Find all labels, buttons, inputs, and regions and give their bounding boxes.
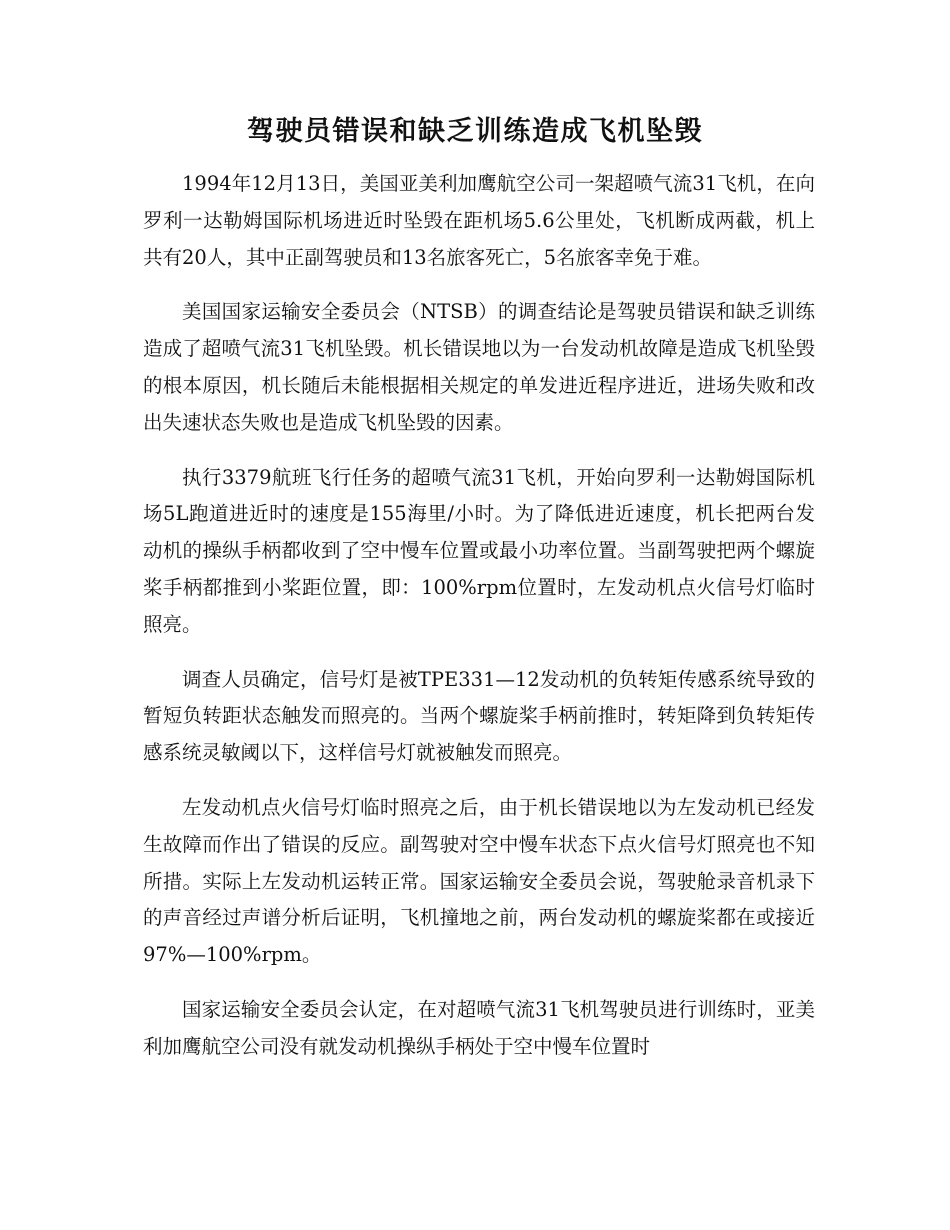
paragraph-1: 1994年12月13日，美国亚美利加鹰航空公司一架超喷气流31飞机，在向罗利一达勒姆国际机场进近时坠毁在距机场5.6公里处，飞机断成两截，机上共有20人，其中正副驾驶员和13名旅客死亡，5名旅客幸免于难。 <box>143 172 815 269</box>
document-title: 驾驶员错误和缺乏训练造成飞机坠毁 <box>247 116 703 147</box>
paragraph-4: 调查人员确定，信号灯是被TPE331—12发动机的负转矩传感系统导致的暂短负转距状态触发而照亮的。当两个螺旋桨手柄前推时，转矩降到负转矩传感系统灵敏阈以下，这样信号灯就被触发而照亮。 <box>143 667 815 765</box>
document-body <box>143 166 815 1066</box>
paragraph-6: 国家运输安全委员会认定，在对超喷气流31飞机驾驶员进行训练时，亚美利加鹰航空公司没有就发动机操纵手柄处于空中慢车位置时 <box>143 997 815 1058</box>
paragraph-5: 左发动机点火信号灯临时照亮之后，由于机长错误地以为左发动机已经发生故障而作出了错误的反应。副驾驶对空中慢车状态下点火信号灯照亮也不知所措。实际上左发动机运转正常。国家运输安全委员会说，驾驶舱录音机录下的声音经过声谱分析后证明，飞机撞地之前，两台发动机的螺旋桨都在或接近97%—100%rpm。 <box>143 795 815 967</box>
paragraph-2: 美国国家运输安全委员会（NTSB）的调查结论是驾驶员错误和缺乏训练造成了超喷气流31飞机坠毁。机长错误地以为一台发动机故障是造成飞机坠毁的根本原因，机长随后未能根据相关规定的单发进近程序进近，进场失败和改出失速状态失败也是造成飞机坠毁的因素。 <box>143 300 815 434</box>
paragraph-3: 执行3379航班飞行任务的超喷气流31飞机，开始向罗利一达勒姆国际机场5L跑道进近时的速度是155海里/小时。为了降低进近速度，机长把两台发动机的操纵手柄都收到了空中慢车位置或最小功率位置。当副驾驶把两个螺旋桨手柄都推到小桨距位置，即：100%rpm位置时，左发动机点火信号灯临时照亮。 <box>143 465 815 636</box>
